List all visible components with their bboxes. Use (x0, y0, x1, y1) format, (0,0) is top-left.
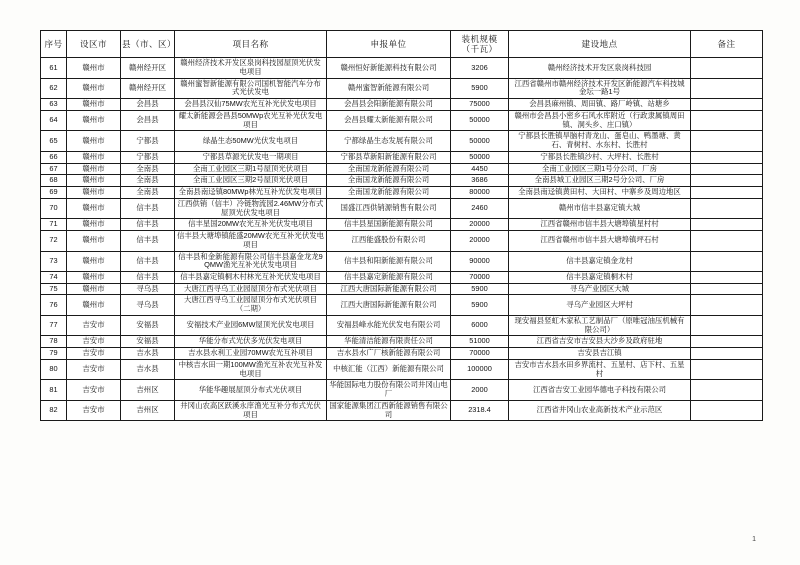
cell-unit: 江西大唐国际新能源有限公司 (327, 295, 451, 315)
table-row (41, 295, 763, 315)
cell-site: 宁都县长胜镇沙村、大坪村、长胜村 (509, 151, 691, 163)
cell-seq: 73 (41, 251, 67, 271)
cell-note (691, 78, 763, 98)
cell-unit: 会昌县耀太新能源有限公司 (327, 110, 451, 130)
cell-project: 全南工业园区三期1号屋顶光伏项目 (175, 163, 327, 175)
cell-county: 吉水县 (121, 359, 175, 379)
cell-capacity: 3686 (451, 175, 509, 187)
cell-project: 赣州蜜智新能源有限公司国机智能汽车分布式光伏发电 (175, 78, 327, 98)
cell-capacity: 4450 (451, 163, 509, 175)
cell-note (691, 58, 763, 78)
cell-project: 信丰县和金新能源有限公司信丰县嘉金龙龙9QMW渔光互补光伏发电项目 (175, 251, 327, 271)
cell-city: 吉安市 (67, 400, 121, 420)
cell-capacity: 5900 (451, 295, 509, 315)
table-row (41, 315, 763, 335)
table-row (41, 163, 763, 175)
cell-note (691, 231, 763, 251)
cell-project: 绿晶生态50MW光伏发电项目 (175, 131, 327, 151)
cell-city: 赣州市 (67, 271, 121, 283)
cell-note (691, 175, 763, 187)
cell-capacity: 20000 (451, 231, 509, 251)
table-header-row (41, 31, 763, 58)
table-row (41, 198, 763, 218)
table-row (41, 380, 763, 400)
cell-note (691, 151, 763, 163)
cell-city: 赣州市 (67, 283, 121, 295)
cell-capacity: 2000 (451, 380, 509, 400)
cell-city: 赣州市 (67, 187, 121, 199)
cell-site: 吉安市吉水县水田乡界流村、五星村、店下村、五星村 (509, 359, 691, 379)
cell-note (691, 336, 763, 348)
cell-seq: 64 (41, 110, 67, 130)
cell-capacity: 3206 (451, 58, 509, 78)
cell-note (691, 251, 763, 271)
cell-note (691, 359, 763, 379)
cell-unit: 信丰县和阳新能源有限公司 (327, 251, 451, 271)
cell-unit: 会昌县会阳新能源有限公司 (327, 99, 451, 111)
cell-project: 华能华趣展屋顶分布式光伏项目 (175, 380, 327, 400)
cell-note (691, 131, 763, 151)
cell-seq: 68 (41, 175, 67, 187)
cell-seq: 69 (41, 187, 67, 199)
cell-project: 宁都县草源光伏发电一期项目 (175, 151, 327, 163)
cell-unit: 全南国龙新能源有限公司 (327, 163, 451, 175)
cell-seq: 77 (41, 315, 67, 335)
cell-note (691, 380, 763, 400)
cell-county: 信丰县 (121, 251, 175, 271)
cell-note (691, 198, 763, 218)
cell-city: 赣州市 (67, 198, 121, 218)
table-row (41, 219, 763, 231)
cell-capacity: 80000 (451, 187, 509, 199)
cell-county: 赣州经开区 (121, 78, 175, 98)
cell-county: 信丰县 (121, 271, 175, 283)
table-row (41, 99, 763, 111)
page-number: 1 (752, 536, 756, 543)
table-row (41, 283, 763, 295)
cell-county: 信丰县 (121, 231, 175, 251)
cell-city: 赣州市 (67, 99, 121, 111)
cell-project: 江西供销（信丰）冷链物流园2.46MW分布式屋顶光伏发电项目 (175, 198, 327, 218)
cell-note (691, 187, 763, 199)
header-county: 县（市、区） (121, 31, 175, 58)
cell-seq: 74 (41, 271, 67, 283)
header-note: 备注 (691, 31, 763, 58)
cell-capacity: 2460 (451, 198, 509, 218)
cell-project: 大唐江西寻乌工业园屋顶分布式光伏项目（二期） (175, 295, 327, 315)
cell-city: 赣州市 (67, 219, 121, 231)
cell-capacity: 51000 (451, 336, 509, 348)
cell-city: 赣州市 (67, 295, 121, 315)
cell-seq: 78 (41, 336, 67, 348)
table-row (41, 251, 763, 271)
cell-city: 赣州市 (67, 78, 121, 98)
cell-capacity: 70000 (451, 348, 509, 360)
cell-capacity: 75000 (451, 99, 509, 111)
cell-county: 寻乌县 (121, 295, 175, 315)
cell-site: 宁都县长胜镇旱脑村青龙山、蛋皂山、鸭墨塘、黄石、青树村、水东村、长胜村 (509, 131, 691, 151)
cell-seq: 76 (41, 295, 67, 315)
cell-seq: 80 (41, 359, 67, 379)
cell-site: 江西省赣州市赣州经济技术开发区新能源汽车科技城金坛一路1号 (509, 78, 691, 98)
cell-project: 信丰县大塘埠镇能盛20MW农光互补光伏发电项目 (175, 231, 327, 251)
cell-note (691, 219, 763, 231)
cell-note (691, 99, 763, 111)
cell-city: 赣州市 (67, 58, 121, 78)
cell-seq: 63 (41, 99, 67, 111)
cell-capacity: 70000 (451, 271, 509, 283)
cell-city: 吉安市 (67, 380, 121, 400)
cell-capacity: 100000 (451, 359, 509, 379)
cell-note (691, 315, 763, 335)
cell-capacity: 50000 (451, 151, 509, 163)
table-row (41, 151, 763, 163)
header-capacity (451, 31, 509, 58)
cell-project: 井冈山农高区跃溪永庠渔光互补分布式光伏项目 (175, 400, 327, 420)
table-row (41, 175, 763, 187)
cell-site: 全南县南迳镇黄田村、大田村、中寨乡及周边地区 (509, 187, 691, 199)
project-list-table (40, 30, 763, 421)
cell-city: 赣州市 (67, 175, 121, 187)
table-row (41, 336, 763, 348)
cell-county: 安福县 (121, 336, 175, 348)
cell-project: 中核吉水田一期100MW渔光互补农光互补发电项目 (175, 359, 327, 379)
cell-county: 会昌县 (121, 110, 175, 130)
cell-city: 吉安市 (67, 336, 121, 348)
cell-county: 赣州经开区 (121, 58, 175, 78)
cell-county: 宁都县 (121, 131, 175, 151)
header-seq: 序号 (41, 31, 67, 58)
cell-county: 吉水县 (121, 348, 175, 360)
cell-project: 信丰星国20MW农光互补光伏发电项目 (175, 219, 327, 231)
cell-site: 江西省吉安工业园华德电子科技有限公司 (509, 380, 691, 400)
cell-county: 全南县 (121, 163, 175, 175)
cell-city: 赣州市 (67, 110, 121, 130)
header-project: 项目名称 (175, 31, 327, 58)
cell-seq: 79 (41, 348, 67, 360)
cell-county: 信丰县 (121, 198, 175, 218)
cell-site: 信丰县嘉定镇金龙村 (509, 251, 691, 271)
cell-note (691, 283, 763, 295)
cell-note (691, 295, 763, 315)
cell-capacity: 90000 (451, 251, 509, 271)
cell-seq: 82 (41, 400, 67, 420)
table-row (41, 271, 763, 283)
header-capacity-line2: （千瓦） (461, 44, 498, 55)
cell-project: 安福技术产业园6MW屋顶光伏发电项目 (175, 315, 327, 335)
table-body (41, 58, 763, 421)
cell-site: 全南县城工业园区三期2号分公司、厂房 (509, 175, 691, 187)
header-capacity-line1: 装机规模 (461, 34, 498, 44)
cell-project: 赣州经济技术开发区泉岗科技园屋顶光伏发电项目 (175, 58, 327, 78)
cell-unit: 全南国龙新能源有限公司 (327, 187, 451, 199)
project-list-table-wrapper (40, 30, 762, 421)
cell-site: 会昌县麻州镇、周田镇、路厂岭镇、站塘乡 (509, 99, 691, 111)
cell-county: 信丰县 (121, 219, 175, 231)
table-row (41, 231, 763, 251)
cell-site: 赣州经济技术开发区泉岗科技园 (509, 58, 691, 78)
cell-city: 吉安市 (67, 359, 121, 379)
cell-unit: 信丰县嘉定新能源有限公司 (327, 271, 451, 283)
cell-unit: 华能清洁能源有限责任公司 (327, 336, 451, 348)
cell-site: 寻乌产业园区大坪村 (509, 295, 691, 315)
cell-city: 赣州市 (67, 151, 121, 163)
cell-unit: 安福县峰水能光伏发电有限公司 (327, 315, 451, 335)
cell-project: 吉水县水利工业园70MW农光互补项目 (175, 348, 327, 360)
table-row (41, 359, 763, 379)
cell-site: 赣州市信丰县嘉定镇大城 (509, 198, 691, 218)
table-row (41, 187, 763, 199)
cell-capacity: 2318.4 (451, 400, 509, 420)
cell-seq: 70 (41, 198, 67, 218)
table-row (41, 348, 763, 360)
cell-unit: 信丰县星国新能源有限公司 (327, 219, 451, 231)
cell-note (691, 348, 763, 360)
cell-capacity: 50000 (451, 110, 509, 130)
cell-site: 现安福县竖虹木家私工艺制品厂（原唯冠油压机械有限公司） (509, 315, 691, 335)
cell-site: 江西省井冈山农业高新技术产业示范区 (509, 400, 691, 420)
header-site: 建设地点 (509, 31, 691, 58)
cell-project: 会昌县汉仙75MW农光互补光伏发电项目 (175, 99, 327, 111)
cell-site: 江西省赣州市信丰县大塘埠镇星村村 (509, 219, 691, 231)
cell-county: 全南县 (121, 175, 175, 187)
cell-seq: 66 (41, 151, 67, 163)
cell-site: 赣州市会昌县小密乡石风水库附近（行政隶属镇周田镇、洞头乡、庄口镇） (509, 110, 691, 130)
cell-capacity: 20000 (451, 219, 509, 231)
cell-note (691, 163, 763, 175)
cell-capacity: 6000 (451, 315, 509, 335)
cell-seq: 81 (41, 380, 67, 400)
cell-project: 大唐江西寻乌工业园屋顶分布式光伏项目 (175, 283, 327, 295)
cell-seq: 75 (41, 283, 67, 295)
cell-capacity: 5900 (451, 283, 509, 295)
cell-seq: 67 (41, 163, 67, 175)
header-city: 设区市 (67, 31, 121, 58)
cell-capacity: 50000 (451, 131, 509, 151)
cell-site: 寻乌产业园区大城 (509, 283, 691, 295)
cell-project: 耀太新能源会昌县50MWp农光互补光伏发电项目 (175, 110, 327, 130)
cell-capacity: 5900 (451, 78, 509, 98)
cell-unit: 国家能源集团江西新能源销售有限公司 (327, 400, 451, 420)
cell-site: 江西省吉安市吉安县大沙乡及政府驻地 (509, 336, 691, 348)
cell-county: 寻乌县 (121, 283, 175, 295)
cell-city: 赣州市 (67, 231, 121, 251)
table-row (41, 78, 763, 98)
cell-unit: 国盛江西供销源销售有限公司 (327, 198, 451, 218)
cell-unit: 江西大唐国际新能源有限公司 (327, 283, 451, 295)
cell-county: 全南县 (121, 187, 175, 199)
cell-county: 宁都县 (121, 151, 175, 163)
cell-county: 吉州区 (121, 400, 175, 420)
header-unit: 申报单位 (327, 31, 451, 58)
cell-seq: 65 (41, 131, 67, 151)
cell-city: 赣州市 (67, 131, 121, 151)
cell-seq: 72 (41, 231, 67, 251)
table-row (41, 400, 763, 420)
cell-unit: 赣州恒好新能源科技有限公司 (327, 58, 451, 78)
cell-site: 江西省赣州市信丰县大塘埠镇坪石村 (509, 231, 691, 251)
cell-unit: 中核汇能（江西）新能源有限公司 (327, 359, 451, 379)
cell-city: 吉安市 (67, 348, 121, 360)
cell-note (691, 271, 763, 283)
cell-city: 赣州市 (67, 251, 121, 271)
cell-unit: 宁都县草新阳新能源有限公司 (327, 151, 451, 163)
cell-seq: 71 (41, 219, 67, 231)
cell-city: 赣州市 (67, 163, 121, 175)
cell-unit: 江西能盛股份有限公司 (327, 231, 451, 251)
cell-county: 吉州区 (121, 380, 175, 400)
cell-site: 吉安县吉江镇 (509, 348, 691, 360)
cell-unit: 宁都绿晶生态发展有限公司 (327, 131, 451, 151)
cell-county: 会昌县 (121, 99, 175, 111)
cell-unit: 全南国龙新能源有限公司 (327, 175, 451, 187)
table-row (41, 110, 763, 130)
cell-site: 信丰县嘉定镇桐木村 (509, 271, 691, 283)
cell-site: 全南工业园区三期1号分公司、厂房 (509, 163, 691, 175)
cell-note (691, 400, 763, 420)
cell-unit: 吉水县水广厂核新能源有限公司 (327, 348, 451, 360)
cell-project: 全南县南迳镇80MWp林光互补光伏发电项目 (175, 187, 327, 199)
cell-unit: 赣州蜜智新能源有限公司 (327, 78, 451, 98)
cell-project: 全南工业园区三期2号屋顶光伏项目 (175, 175, 327, 187)
cell-note (691, 110, 763, 130)
table-row (41, 131, 763, 151)
cell-city: 吉安市 (67, 315, 121, 335)
cell-project: 信丰县嘉定镇桐木村林光互补光伏发电项目 (175, 271, 327, 283)
cell-project: 华能分布式光伏多光伏发电项目 (175, 336, 327, 348)
cell-seq: 62 (41, 78, 67, 98)
cell-county: 安福县 (121, 315, 175, 335)
cell-unit: 华能国际电力股份有限公司井冈山电厂 (327, 380, 451, 400)
cell-seq: 61 (41, 58, 67, 78)
table-row (41, 58, 763, 78)
